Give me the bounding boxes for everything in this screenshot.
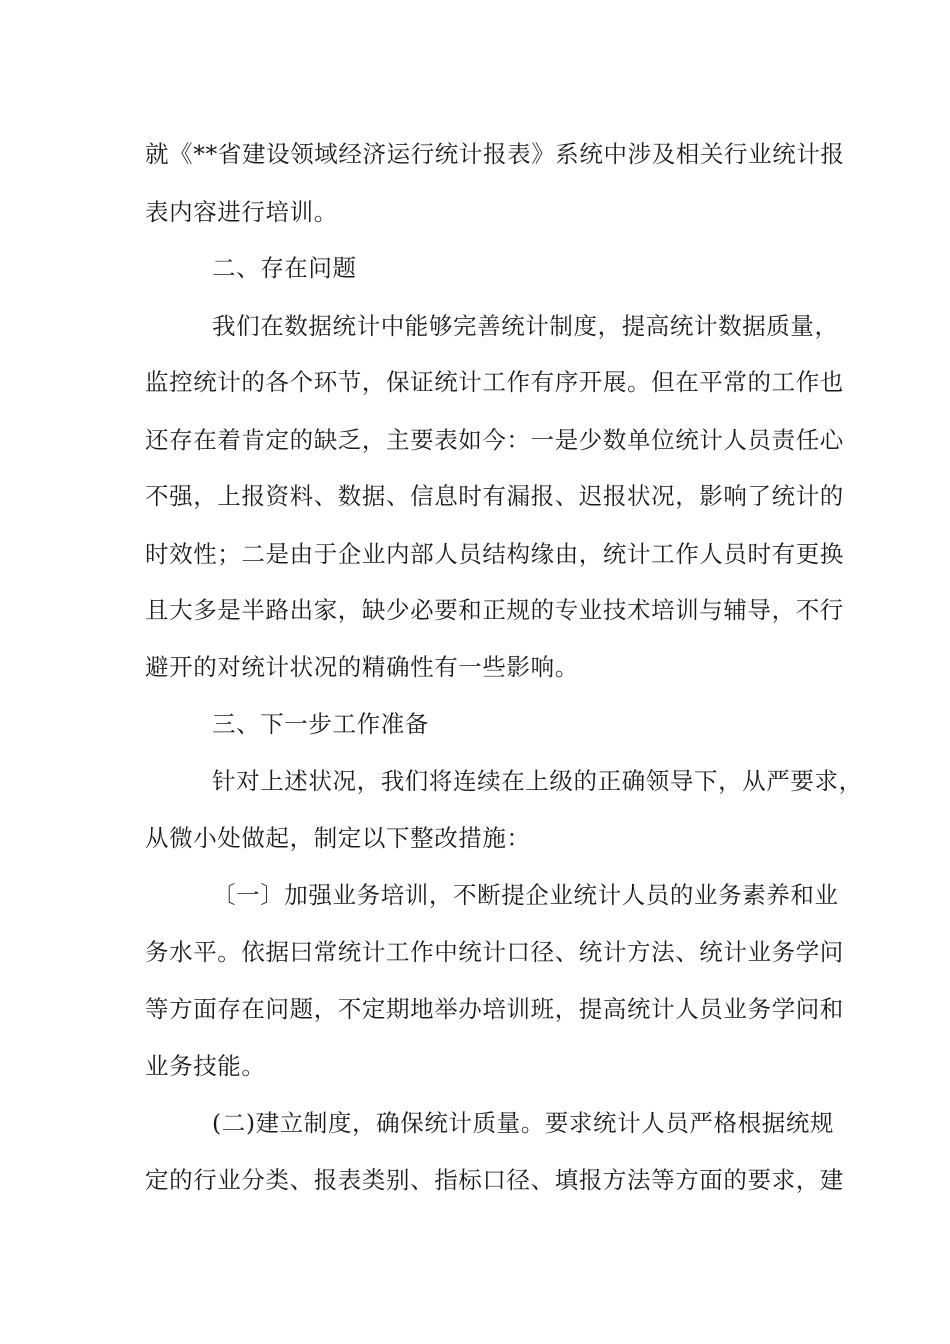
text-line-5: 监控统计的各个环节，保证统计工作有序开展。但在平常的工作也 bbox=[145, 368, 844, 396]
text-line-18: (二)建立制度，确保统计质量。要求统计人员严格根据统规 bbox=[212, 1109, 835, 1137]
section-heading-problems: 二、存在问题 bbox=[212, 254, 357, 282]
section-heading-next-steps: 三、下一步工作准备 bbox=[212, 710, 429, 738]
text-line-17: 业务技能。 bbox=[145, 1052, 266, 1080]
text-line-9: 且大多是半路出家，缺少必要和正规的专业技术培训与辅导，不行 bbox=[145, 596, 844, 624]
text-line-7: 不强，上报资料、数据、信息时有漏报、迟报状况，影响了统计的 bbox=[145, 482, 844, 510]
text-line-6: 还存在着肯定的缺乏，主要表如今：一是少数单位统计人员责任心 bbox=[145, 426, 844, 454]
text-line-1: 就《**省建设领域经济运行统计报表》系统中涉及相关行业统计报 bbox=[145, 140, 845, 168]
text-line-14: 〔一〕加强业务培训，不断提企业统计人员的业务素养和业 bbox=[212, 881, 839, 909]
text-line-8: 时效性；二是由于企业内部人员结构缘由，统计工作人员时有更换 bbox=[145, 540, 844, 568]
text-line-19: 定的行业分类、报表类别、指标口径、填报方法等方面的要求，建 bbox=[145, 1166, 844, 1194]
text-line-2: 表内容进行培训。 bbox=[145, 198, 338, 226]
text-line-16: 等方面存在问题，不定期地举办培训班，提高统计人员业务学问和 bbox=[145, 995, 844, 1023]
text-line-4: 我们在数据统计中能够完善统计制度，提高统计数据质量， bbox=[212, 312, 839, 340]
text-line-15: 务水平。依据曰常统计工作中统计口径、统计方法、统计业务学问 bbox=[145, 938, 844, 966]
text-line-10: 避开的对统计状况的精确性有一些影响。 bbox=[145, 653, 579, 681]
text-line-12: 针对上述状况，我们将连续在上级的正确领导下，从严要求， bbox=[212, 767, 863, 795]
text-line-13: 从微小处做起，制定以下整改措施： bbox=[145, 824, 531, 852]
